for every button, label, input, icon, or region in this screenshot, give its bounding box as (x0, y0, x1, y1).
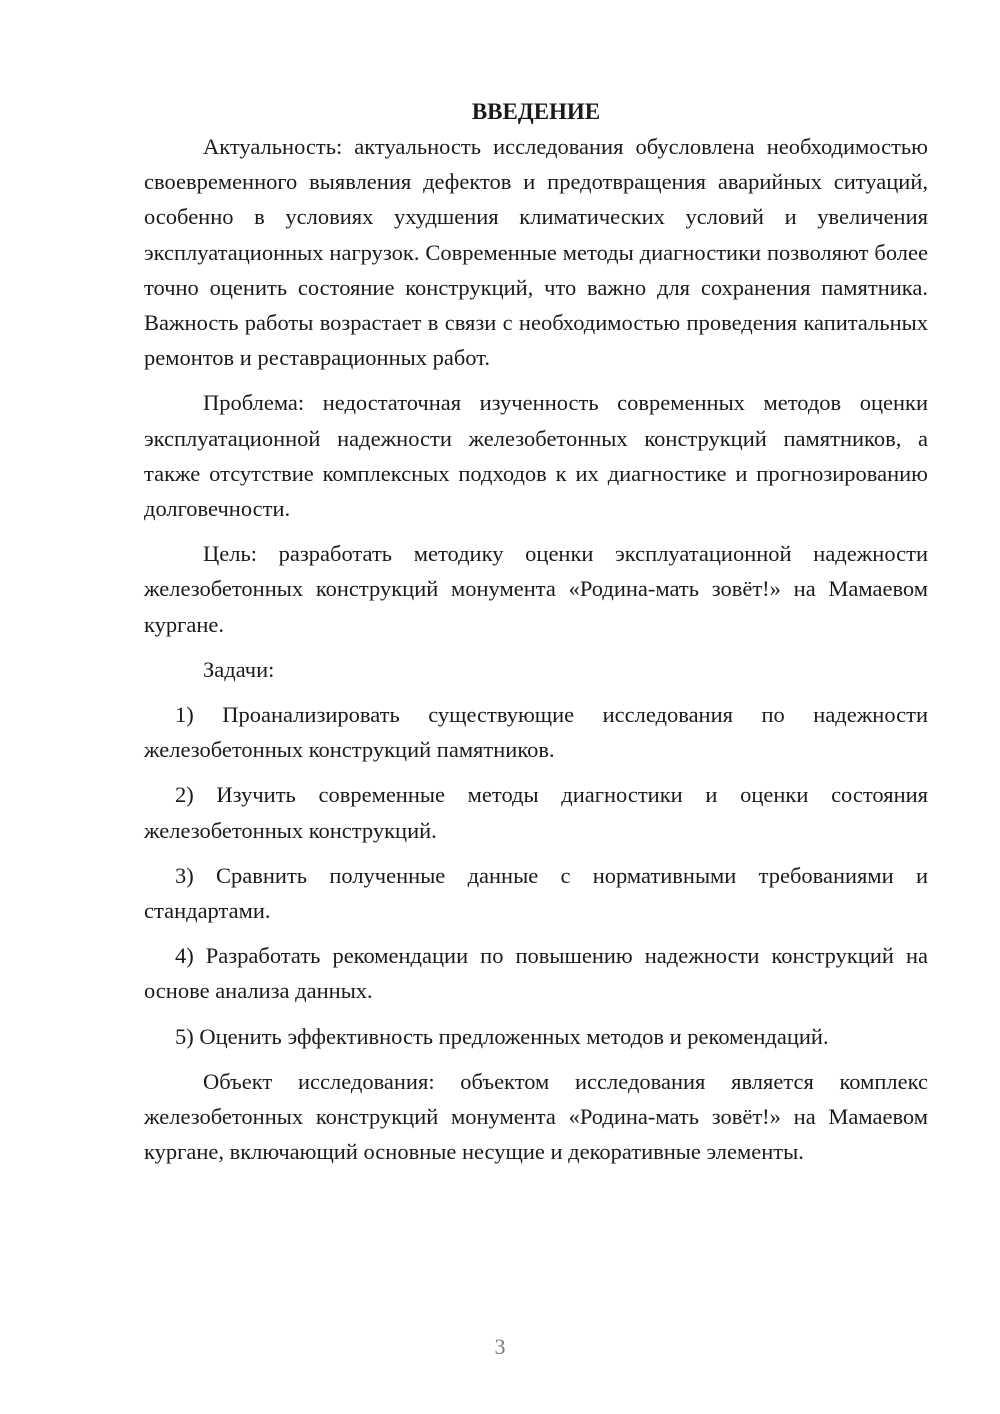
paragraph-problem: Проблема: недостаточная изученность современных методов оценки эксплуатационной надежности железобетонных конструкций памятников, а также отсутствие комплексных подходов к их диагностике и прогнозированию долговечности. (144, 390, 928, 522)
task-item: 5) Оценить эффективность предложенных методов и рекомендаций. (175, 1023, 829, 1049)
task-item: 1) Проанализировать существующие исследования по надежности железобетонных конструкций памятников. (144, 702, 928, 763)
paragraph-goal: Цель: разработать методику оценки эксплуатационной надежности железобетонных конструкций монумента «Родина-мать зовёт!» на Мамаевом кургане. (144, 541, 928, 637)
task-item: 2) Изучить современные методы диагностики и оценки состояния железобетонных конструкций. (144, 782, 928, 843)
task-item: 3) Сравнить полученные данные с нормативными требованиями и стандартами. (144, 862, 928, 924)
document-page (144, 94, 928, 1169)
paragraph-tasks-heading: Задачи: (203, 656, 275, 682)
document-title: ВВЕДЕНИЕ (471, 99, 601, 124)
paragraph-relevance: Актуальность: актуальность исследования обусловлена необходимостью своевременного выявления дефектов и предотвращения аварийных ситуаций, особенно в условиях ухудшения климатических условий и увеличения эксплуатационных нагрузок. Современные методы диагностики позволяют более точно оценить состояние конструкций, что важно для сохранения памятника. Важность работы возрастает в связи с необходимостью проведения капитальных ремонтов и реставрационных работ. (144, 134, 928, 371)
task-item: 4) Разработать рекомендации по повышению надежности конструкций на основе анализа данных. (144, 943, 928, 1004)
page-number: 3 (494, 1334, 506, 1359)
paragraph-object: Объект исследования: объектом исследования является комплекс железобетонных конструкций монумента «Родина-мать зовёт!» на Мамаевом кургане, включающий основные несущие и декоративные элементы. (144, 1068, 928, 1165)
